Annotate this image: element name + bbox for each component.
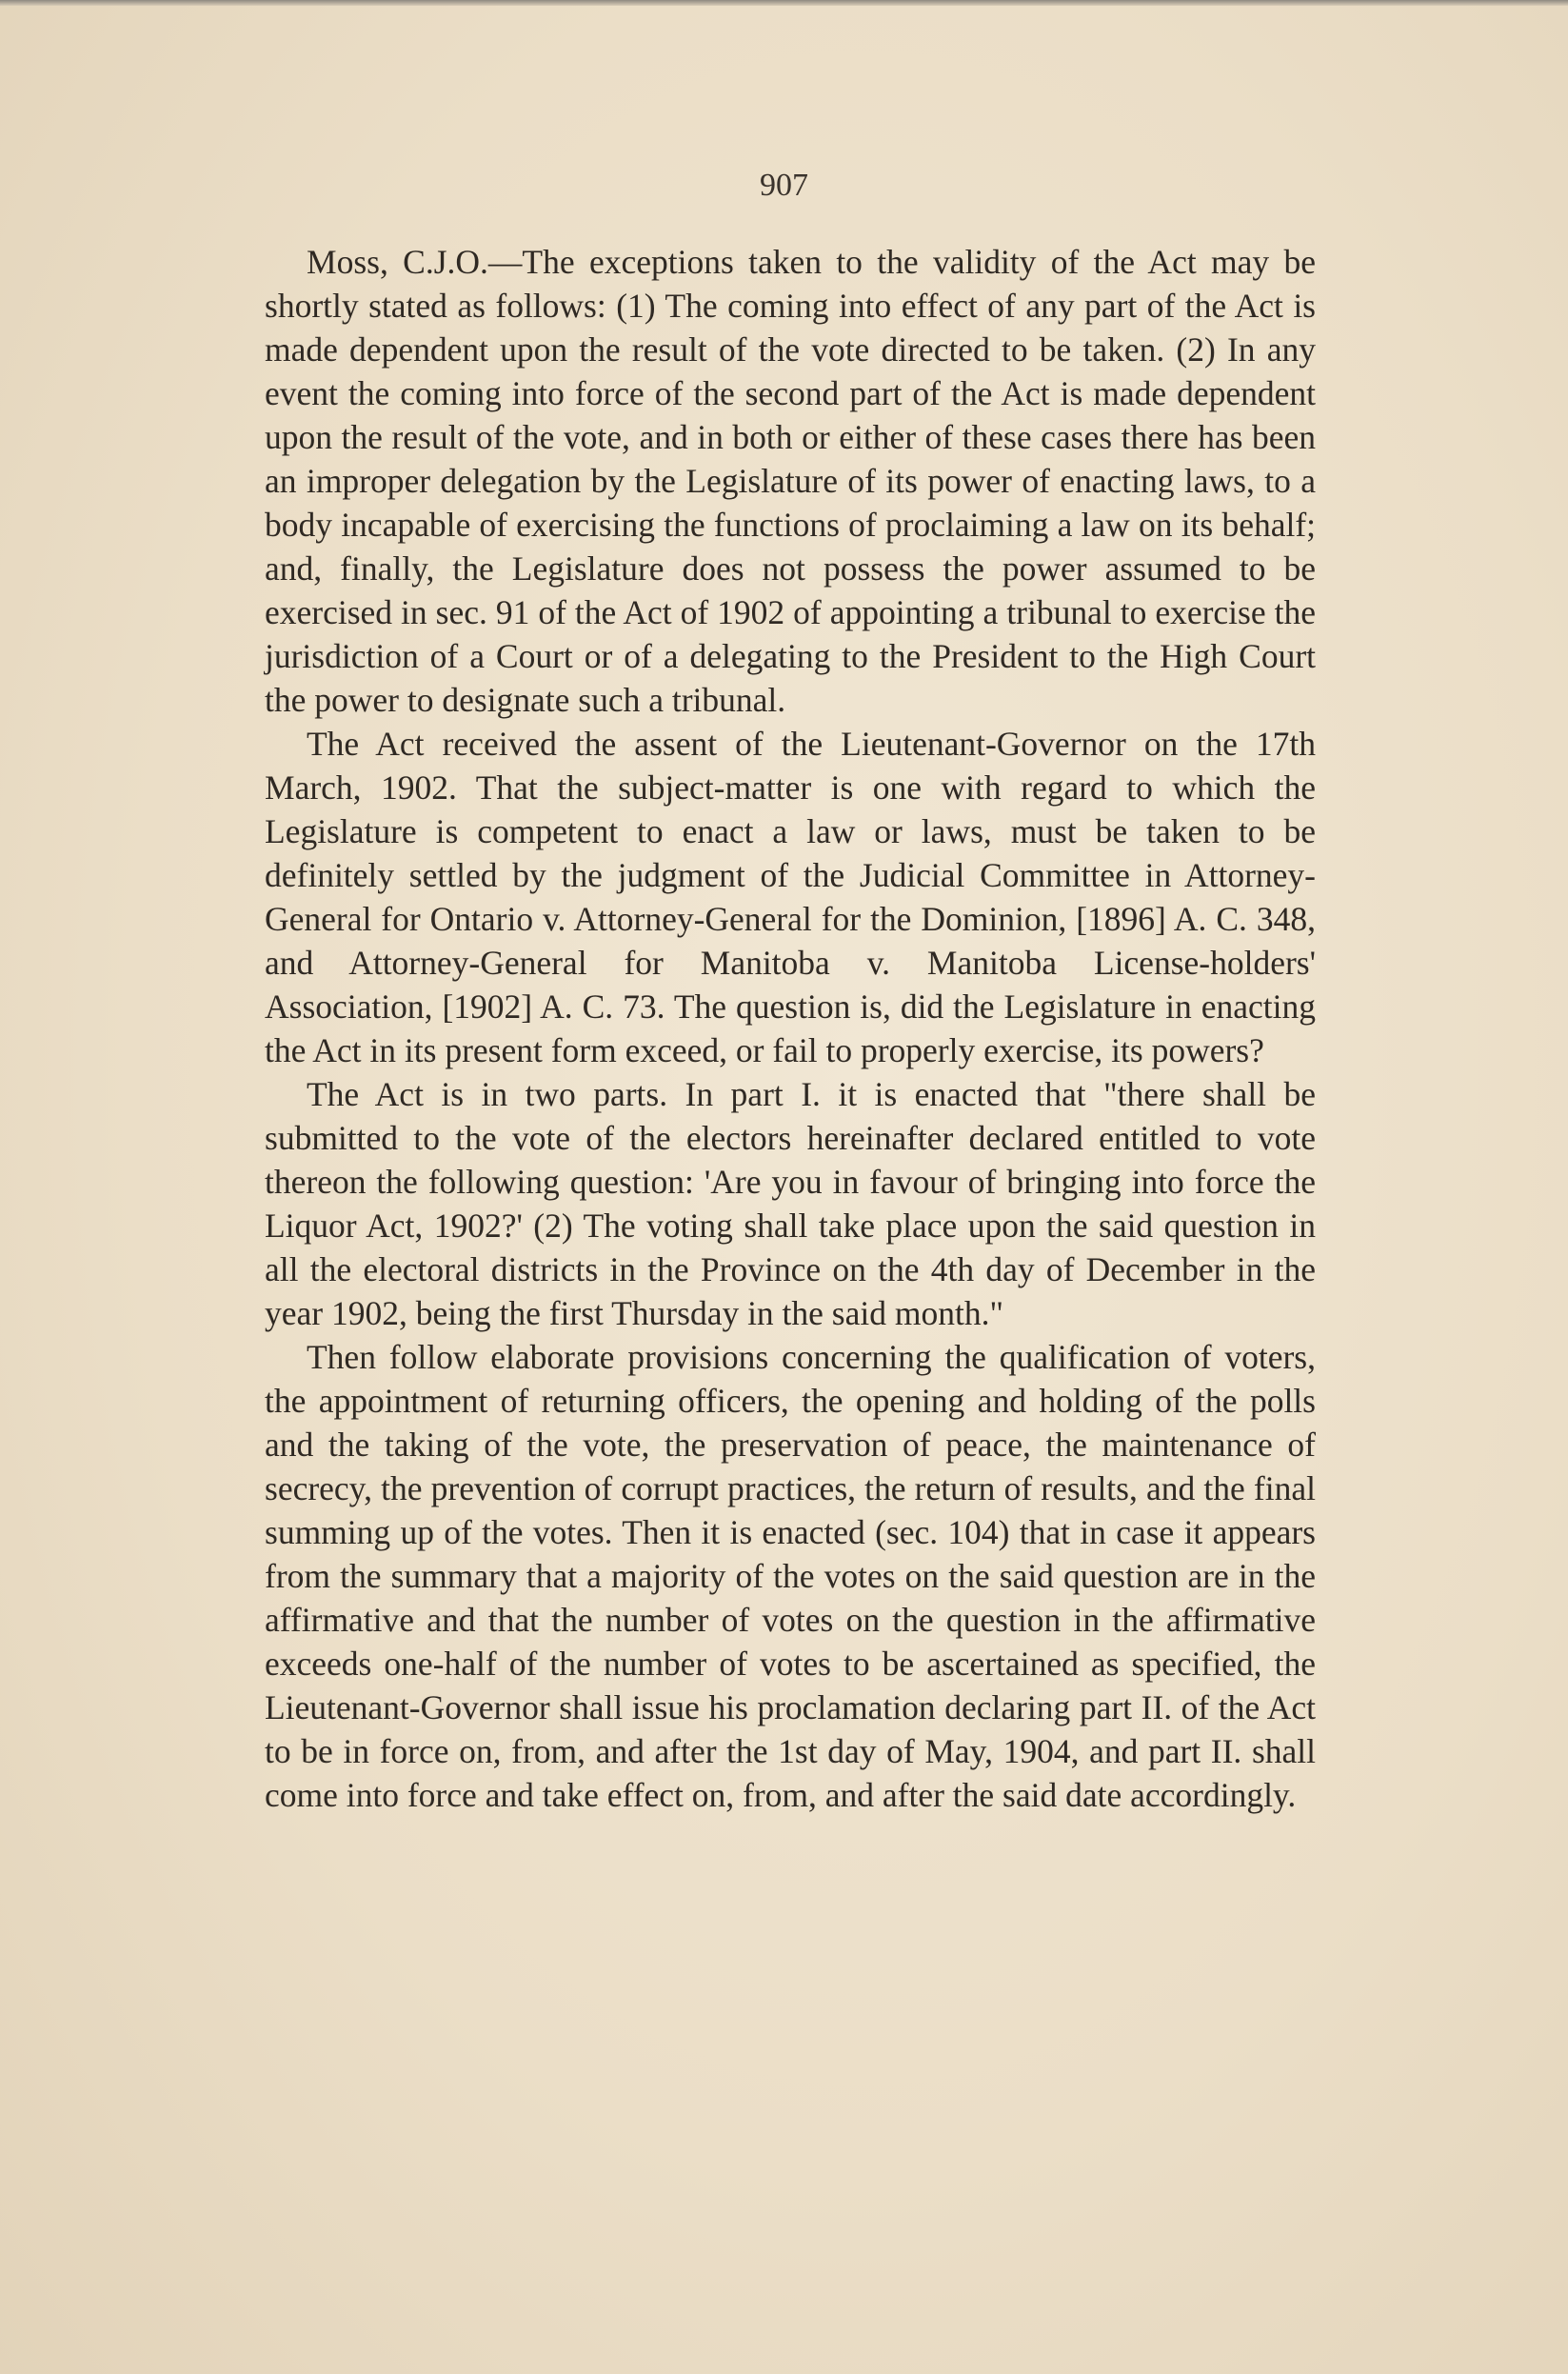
page-number: 907 (760, 168, 808, 203)
body-text (265, 240, 1316, 1817)
paragraph-2: The Act received the assent of the Lieutenant-Governor on the 17th March, 1902. That the subject-matter is one with regard to which the Legislature is competent to enact a law or laws, must be taken to be definitely settled by the judgment of the Judicial Committee in Attorney-General for Ontario v. Attorney-General for the Dominion, [1896] A. C. 348, and Attorney-General for Manitoba v. Manitoba License-holders' Association, [1902] A. C. 73. The question is, did the Legislature in enacting the Act in its present form exceed, or fail to properly exercise, its powers? (265, 725, 1316, 1069)
page-top-edge (0, 0, 1568, 6)
paragraph-4: Then follow elaborate provisions concerning the qualification of voters, the appointment of returning officers, the opening and holding of the polls and the taking of the vote, the preservation of peace, the maintenance of secrecy, the prevention of corrupt practices, the return of results, and the final summing up of the votes. Then it is enacted (sec. 104) that in case it appears from the summary that a majority of the votes on the said question are in the affirmative and that the number of votes on the question in the affirmative exceeds one-half of the number of votes to be ascertained as specified, the Lieutenant-Governor shall issue his proclamation declaring part II. of the Act to be in force on, from, and after the 1st day of May, 1904, and part II. shall come into force and take effect on, from, and after the said date accordingly. (265, 1338, 1316, 1814)
paragraph-1: Moss, C.J.O.—The exceptions taken to the validity of the Act may be shortly stated as follows: (1) The coming into effect of any part of the Act is made dependent upon the result of the vote directed to be taken. (2) In any event the coming into force of the second part of the Act is made dependent upon the result of the vote, and in both or either of these cases there has been an improper delegation by the Legislature of its power of enacting laws, to a body incapable of exercising the functions of proclaiming a law on its behalf; and, finally, the Legislature does not possess the power assumed to be exercised in sec. 91 of the Act of 1902 of appointing a tribunal to exercise the jurisdiction of a Court or of a delegating to the President to the High Court the power to designate such a tribunal. (265, 243, 1316, 719)
paragraph-3: The Act is in two parts. In part I. it is enacted that "there shall be submitted to the vote of the electors hereinafter declared entitled to vote thereon the following question: 'Are you in favour of bringing into force the Liquor Act, 1902?' (2) The voting shall take place upon the said question in all the electoral districts in the Province on the 4th day of December in the year 1902, being the first Thursday in the said month." (265, 1075, 1316, 1332)
